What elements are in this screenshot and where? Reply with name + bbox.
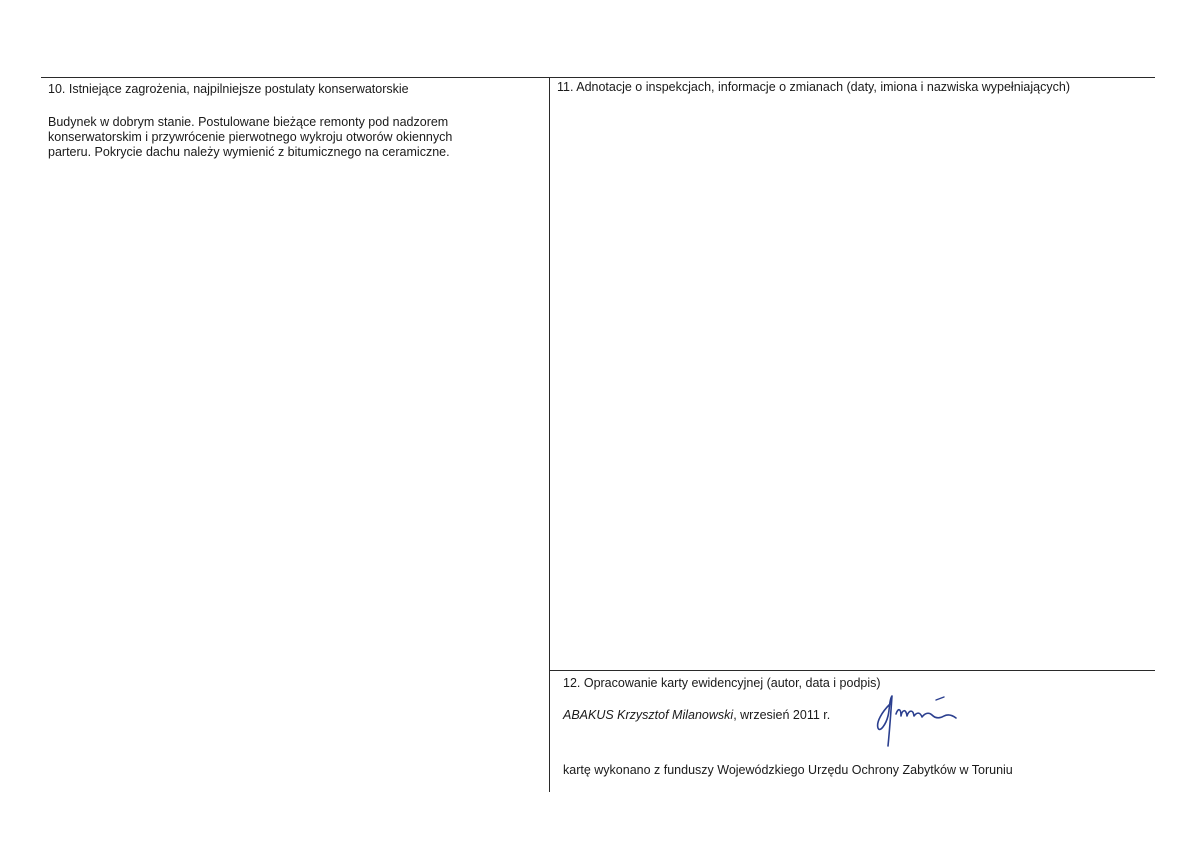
section-10-body-line: parteru. Pokrycie dachu należy wymienić z bitumicznego na ceramiczne. <box>48 145 450 159</box>
section-12-heading: 12. Opracowanie karty ewidencyjnej (autor, data i podpis) <box>563 676 881 690</box>
signature-stroke <box>936 697 944 700</box>
author-date: , wrzesień 2011 r. <box>733 708 831 722</box>
signature-image <box>868 686 968 750</box>
section-11-heading: 11. Adnotacje o inspekcjach, informacje o zmianach (daty, imiona i nazwiska wypełniających) <box>557 80 1070 94</box>
section-10-heading: 10. Istniejące zagrożenia, najpilniejsze postulaty konserwatorskie <box>48 82 409 96</box>
signature-stroke <box>896 710 956 718</box>
section-10-body <box>48 115 518 160</box>
author-name: ABAKUS Krzysztof Milanowski <box>563 708 734 722</box>
section-10-body-line: konserwatorskim i przywrócenie pierwotnego wykroju otworów okiennych <box>48 130 453 144</box>
section-10-body-line: Budynek w dobrym stanie. Postulowane bieżące remonty pod nadzorem <box>48 115 449 129</box>
author-line <box>563 708 830 723</box>
signature-stroke <box>878 696 892 746</box>
section-12-top-border <box>550 670 1155 671</box>
column-divider <box>549 77 550 792</box>
table-top-border <box>41 77 1155 78</box>
funding-note: kartę wykonano z funduszy Wojewódzkiego Urzędu Ochrony Zabytków w Toruniu <box>563 763 1013 777</box>
